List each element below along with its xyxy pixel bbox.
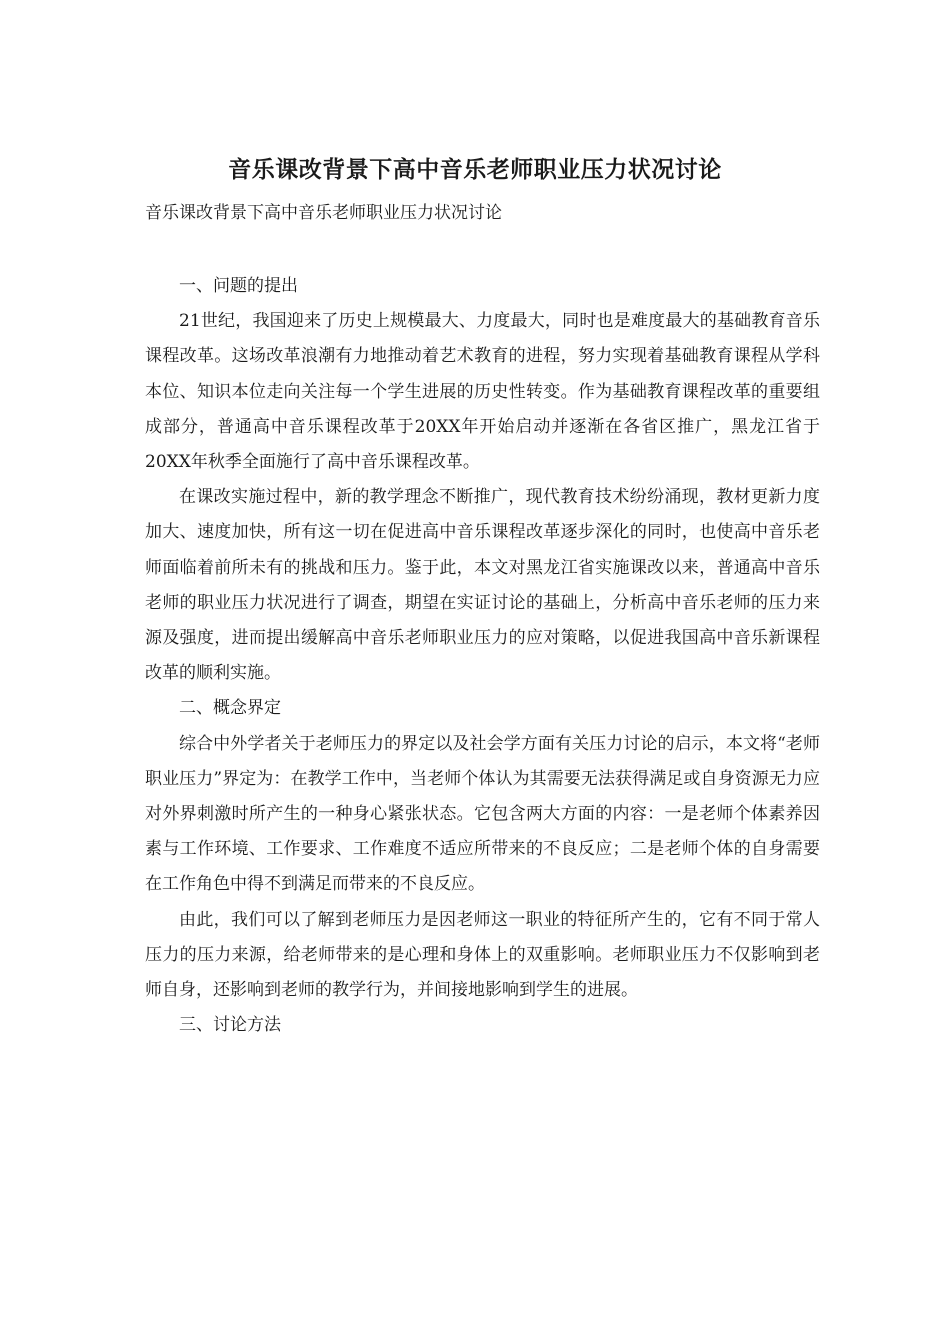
document-title: 音乐课改背景下高中音乐老师职业压力状况讨论 [228, 156, 722, 183]
paragraph: 在课改实施过程中，新的教学理念不断推广，现代教育技术纷纷涌现，教材更新力度加大、速度加快，所有这一切在促进高中音乐课程改革逐步深化的同时，也使高中音乐老师面临着前所未有的挑战和压力。鉴于此，本文对黑龙江省实施课改以来，普通高中音乐老师的职业压力状况进行了调查，期望在实证讨论的基础上，分析高中音乐老师的压力来源及强度，进而提出缓解高中音乐老师职业压力的应对策略，以促进我国高中音乐新课程改革的顺利实施。 [145, 487, 820, 684]
section-heading-1: 一、问题的提出 [179, 276, 298, 296]
document-subtitle: 音乐课改背景下高中音乐老师职业压力状况讨论 [145, 203, 502, 223]
paragraph: 综合中外学者关于老师压力的界定以及社会学方面有关压力讨论的启示，本文将“老师职业压力”界定为：在教学工作中，当老师个体认为其需要无法获得满足或自身资源无力应对外界刺激时所产生的一种身心紧张状态。它包含两大方面的内容：一是老师个体素养因素与工作环境、工作要求、工作难度不适应所带来的不良反应；二是老师个体的自身需要在工作角色中得不到满足而带来的不良反应。 [145, 733, 820, 895]
document-body [145, 269, 820, 1043]
paragraph: 21世纪，我国迎来了历史上规模最大、力度最大，同时也是难度最大的基础教育音乐课程改革。这场改革浪潮有力地推动着艺术教育的进程，努力实现着基础教育课程从学科本位、知识本位走向关注每一个学生进展的历史性转变。作为基础教育课程改革的重要组成部分，普通高中音乐课程改革于20XX年开始启动并逐渐在各省区推广，黑龙江省于20XX年秋季全面施行了高中音乐课程改革。 [145, 311, 820, 473]
section-heading-3: 三、讨论方法 [179, 1015, 281, 1036]
paragraph: 由此，我们可以了解到老师压力是因老师这一职业的特征所产生的，它有不同于常人压力的压力来源，给老师带来的是心理和身体上的双重影响。老师职业压力不仅影响到老师自身，还影响到老师的教学行为，并间接地影响到学生的进展。 [145, 909, 820, 1001]
section-heading-2: 二、概念界定 [179, 698, 281, 719]
